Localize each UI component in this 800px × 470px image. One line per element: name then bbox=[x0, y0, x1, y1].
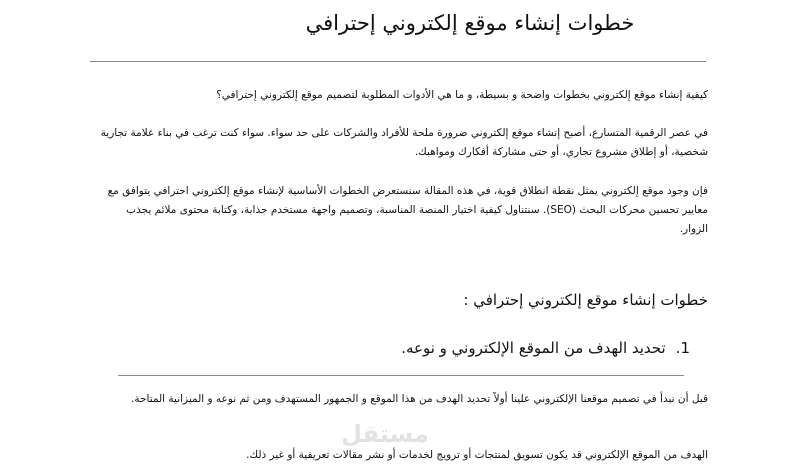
paragraph-intro-1: في عصر الرقمية المتسارع، أصبح إنشاء موقع إلكتروني ضرورة ملحة للأفراد والشركات على حد سواء. سواء كنت ترغب في بناء علامة تجارية شخصية، أو إطلاق مشروع تجاري، أو حتى مشاركة أفكارك ومواهبك. bbox=[100, 127, 708, 158]
article-title: خطوات إنشاء موقع إلكتروني إحترافي bbox=[305, 11, 635, 35]
paragraph-intro-2: فإن وجود موقع إلكتروني يمثل نقطة انطلاق قوية، في هذه المقالة سنستعرض الخطوات الأساسية لإنشاء موقع إلكتروني احترافي يتوافق مع معايير تحسين محركات البحث (SEO). سنتناول كيفية اختيار المنصة المناسبة، وتصميم واجهة مستخدم جذابة، وكتابة محتوى ملائم يجذب الزوار. bbox=[107, 185, 708, 235]
intro-question: كيفية إنشاء موقع إلكتروني بخطوات واضحة و بسيطة، و ما هي الأدوات المطلوبة لتصميم موقع إلكتروني إحترافي؟ bbox=[216, 89, 708, 101]
paragraph-step-1-goal: الهدف من الموقع الإلكتروني قد يكون تسويق لمنتجات أو ترويج لخدمات أو نشر مقالات تعريفية أو غير ذلك. bbox=[246, 449, 708, 461]
step-1-number: 1. bbox=[675, 339, 690, 357]
step-1-text: تحديد الهدف من الموقع الإلكتروني و نوعه. bbox=[401, 339, 666, 357]
section-heading: خطوات إنشاء موقع إلكتروني إحترافي : bbox=[463, 291, 708, 309]
step-1 bbox=[210, 334, 690, 362]
paragraph-step-1: قبل أن نبدأ في تصميم موقعنا الإلكتروني علينا أولاً تحديد الهدف من هذا الموقع و الجمهور المستهدف ومن ثم نوعه و الميزانية المتاحة. bbox=[131, 393, 708, 405]
watermark-logo: مستقل bbox=[341, 420, 429, 448]
title-divider bbox=[90, 61, 706, 62]
step-divider bbox=[118, 375, 684, 376]
